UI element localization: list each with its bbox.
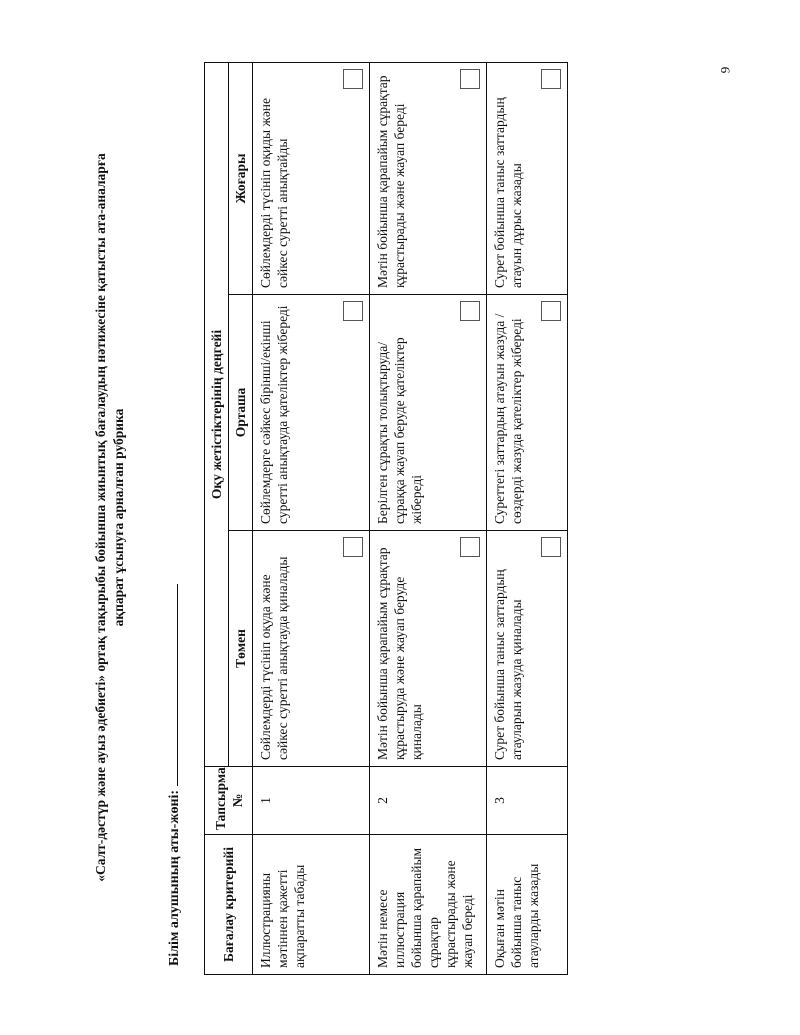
descriptor-text: Сөйлемдерге сәйкес бірінші/екінші суретті анықтауда қателіктер жібереді [258, 305, 290, 524]
header-row-1 [205, 62, 229, 974]
page-heading [92, 0, 128, 1035]
checkbox[interactable] [460, 301, 480, 321]
descriptor-text: Сурет бойынша таныс заттардың атауын дұрыс жазады [492, 97, 524, 288]
criterion-cell: Оқыған мәтін бойынша таныс атауларды жазады [487, 835, 568, 975]
task-number-cell: 3 [487, 767, 568, 835]
descriptor-text: Суреттегі заттардың атауын жазуда / сөздерді жазуда қателіктер жібереді [492, 313, 524, 524]
learner-name-label: Білім алушының аты-жөні: [167, 789, 182, 966]
descriptor-text: Сөйлемдерді түсініп оқуда және сәйкес суретті анықтауда қиналады [258, 556, 290, 760]
task-number-cell: 1 [253, 767, 370, 835]
header-low: Төмен [229, 531, 253, 767]
header-task [205, 767, 253, 835]
learner-name-field [163, 584, 183, 966]
checkbox[interactable] [541, 301, 561, 321]
descriptor-text: Сөйлемдерді түсініп оқиды және сәйкес суретті анықтайды [258, 97, 290, 288]
table-row [487, 62, 568, 974]
medium-level-cell [487, 295, 568, 531]
descriptor-text: Берілген сұрақты толықтыруда/ сұраққа жауап беруде қателіктер жібереді [375, 337, 424, 524]
header-task-number-sign: № [229, 793, 245, 808]
descriptor-text: Мәтін бойынша қарапайым сұрақтар құрастырады және жауап береді [375, 75, 407, 288]
descriptor-text: Мәтін бойынша қарапайым сұрақтар құрастыруда және жауап беруде қиналады [375, 547, 424, 760]
descriptor-text: Сурет бойынша таныс заттардың атауларын жазуда қиналады [492, 569, 524, 760]
heading-line-1: «Салт-дәстүр және ауыз әдебиеті» ортақ тақырыбы бойынша жиынтық бағалаудың нәтижесіне қатысты ата-аналарға [93, 153, 108, 882]
low-level-cell [370, 531, 487, 767]
criterion-cell: Мәтін немесе иллюстрация бойынша қарапайым сұрақтар құрастырады және жауап береді [370, 835, 487, 975]
medium-level-cell [253, 295, 370, 531]
header-levels: Оқу жетістіктерінің деңгейі [205, 62, 229, 766]
checkbox[interactable] [541, 69, 561, 89]
low-level-cell [253, 531, 370, 767]
header-criterion: Бағалау критерийі [205, 835, 253, 975]
high-level-cell [253, 62, 370, 294]
header-medium: Орташа [229, 295, 253, 531]
high-level-cell [370, 62, 487, 294]
checkbox[interactable] [541, 537, 561, 557]
header-task-word: Тапсырма [212, 767, 228, 830]
learner-name-blank[interactable] [163, 584, 178, 786]
checkbox[interactable] [460, 537, 480, 557]
high-level-cell [487, 62, 568, 294]
checkbox[interactable] [343, 69, 363, 89]
page-number: 9 [717, 66, 733, 74]
task-number-cell: 2 [370, 767, 487, 835]
heading-line-2: ақпарат ұсынуға арналған рубрика [111, 408, 126, 627]
low-level-cell [487, 531, 568, 767]
checkbox[interactable] [343, 301, 363, 321]
criterion-cell: Иллюстрацияны мәтіннен қажетті ақпаратты табады [253, 835, 370, 975]
medium-level-cell [370, 295, 487, 531]
table-row [370, 62, 487, 974]
table-row [253, 62, 370, 974]
checkbox[interactable] [460, 69, 480, 89]
header-high: Жоғары [229, 62, 253, 294]
checkbox[interactable] [343, 537, 363, 557]
rubric-table [204, 62, 568, 975]
